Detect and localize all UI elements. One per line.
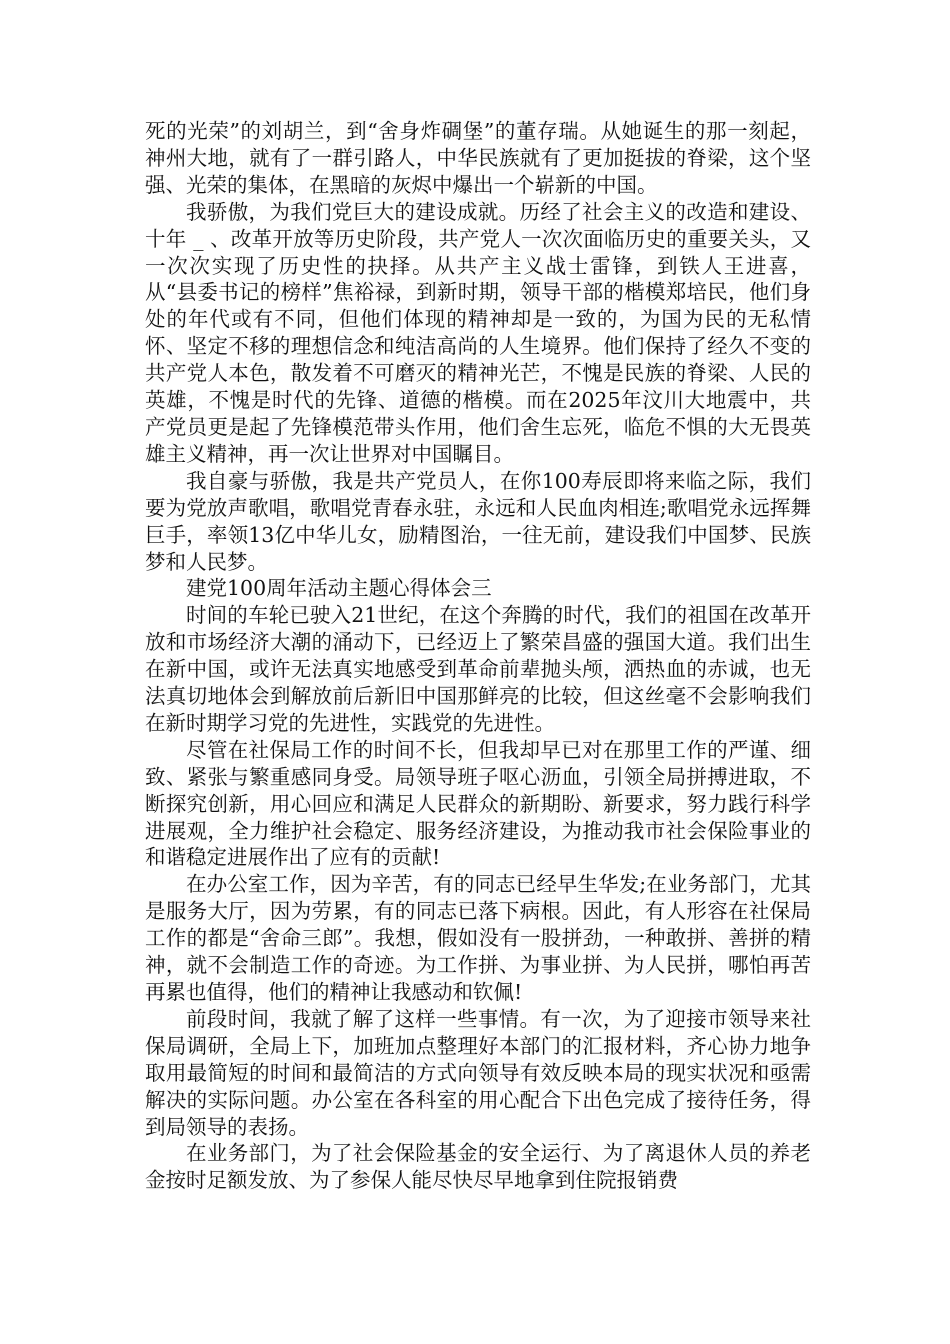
section-heading: 建党100周年活动主题心得体会三 [186,576,492,601]
paragraph-8: 在业务部门，为了社会保险基金的安全运行、为了离退休人员的养老金按时足额发放、为了参保人能尽快尽早地拿到住院报销费 [145,1141,811,1193]
paragraph-5: 尽管在社保局工作的时间不长，但我却早已对在那里工作的严谨、细致、紧张与繁重感同身受。局领导班子呕心沥血，引领全局拼搏进取，不断探究创新，用心回应和满足人民群众的新期盼、新要求，努力践行科学进展观，全力维护社会稳定、服务经济建设，为推动我市社会保险事业的和谐稳定进展作出了应有的贡献! [145,737,811,870]
paragraph-6: 在办公室工作，因为辛苦，有的同志已经早生华发;在业务部门，尤其是服务大厅，因为劳累，有的同志已落下病根。因此，有人形容在社保局工作的都是“舍命三郎”。我想，假如没有一股拼劲，一种敢拼、善拼的精神，就不会制造工作的奇迹。为工作拼、为事业拼、为人民拼，哪怕再苦再累也值得，他们的精神让我感动和钦佩! [145,872,811,1004]
paragraph-4: 时间的车轮已驶入21世纪，在这个奔腾的时代，我们的祖国在改革开放和市场经济大潮的涌动下，已经迈上了繁荣昌盛的强国大道。我们出生在新中国，或许无法真实地感受到革命前辈抛头颅，洒热血的赤诚，也无法真切地体会到解放前后新旧中国那鲜亮的比较，但这丝毫不会影响我们在新时期学习党的先进性，实践党的先进性。 [145,603,811,735]
paragraph-1: 死的光荣”的刘胡兰，到“舍身炸碉堡”的董存瑞。从她诞生的那一刻起，神州大地，就有了一群引路人，中华民族就有了更加挺拔的脊梁，这个坚强、光荣的集体，在黑暗的灰烬中爆出一个崭新的中国。 [145,119,811,197]
paragraph-2: 我骄傲，为我们党巨大的建设成就。历经了社会主义的改造和建设、十年 _ 、改革开放等历史阶段，共产党人一次次面临历史的重要关头，又一次次实现了历史性的抉择。从共产主义战士雷锋，到铁人王进喜，从“县委书记的榜样”焦裕禄，到新时期，领导干部的楷模郑培民，他们身处的年代或有不同，但他们体现的精神却是一致的，为国为民的无私情怀、坚定不移的理想信念和纯洁高尚的人生境界。他们保持了经久不变的共产党人本色，散发着不可磨灭的精神光芒，不愧是民族的脊梁、人民的英雄，不愧是时代的先锋、道德的楷模。而在2025年汶川大地震中，共产党员更是起了先锋模范带头作用，他们舍生忘死，临危不惧的大无畏英雄主义精神，再一次让世界对中国瞩目。 [145,199,811,466]
paragraph-3: 我自豪与骄傲，我是共产党员人，在你100寿辰即将来临之际，我们要为党放声歌唱，歌唱党青春永驻，永远和人民血肉相连;歌唱党永远挥舞巨手，率领13亿中华儿女，励精图治，一往无前，建设我们中国梦、民族梦和人民梦。 [145,468,811,574]
document-page [145,118,811,1194]
paragraph-7: 前段时间，我就了解了这样一些事情。有一次，为了迎接市领导来社保局调研，全局上下，加班加点整理好本部门的汇报材料，齐心协力地争取用最简短的时间和最简洁的方式向领导有效反映本局的现实状况和亟需解决的实际问题。办公室在各科室的用心配合下出色完成了接待任务，得到局领导的表扬。 [145,1006,811,1139]
